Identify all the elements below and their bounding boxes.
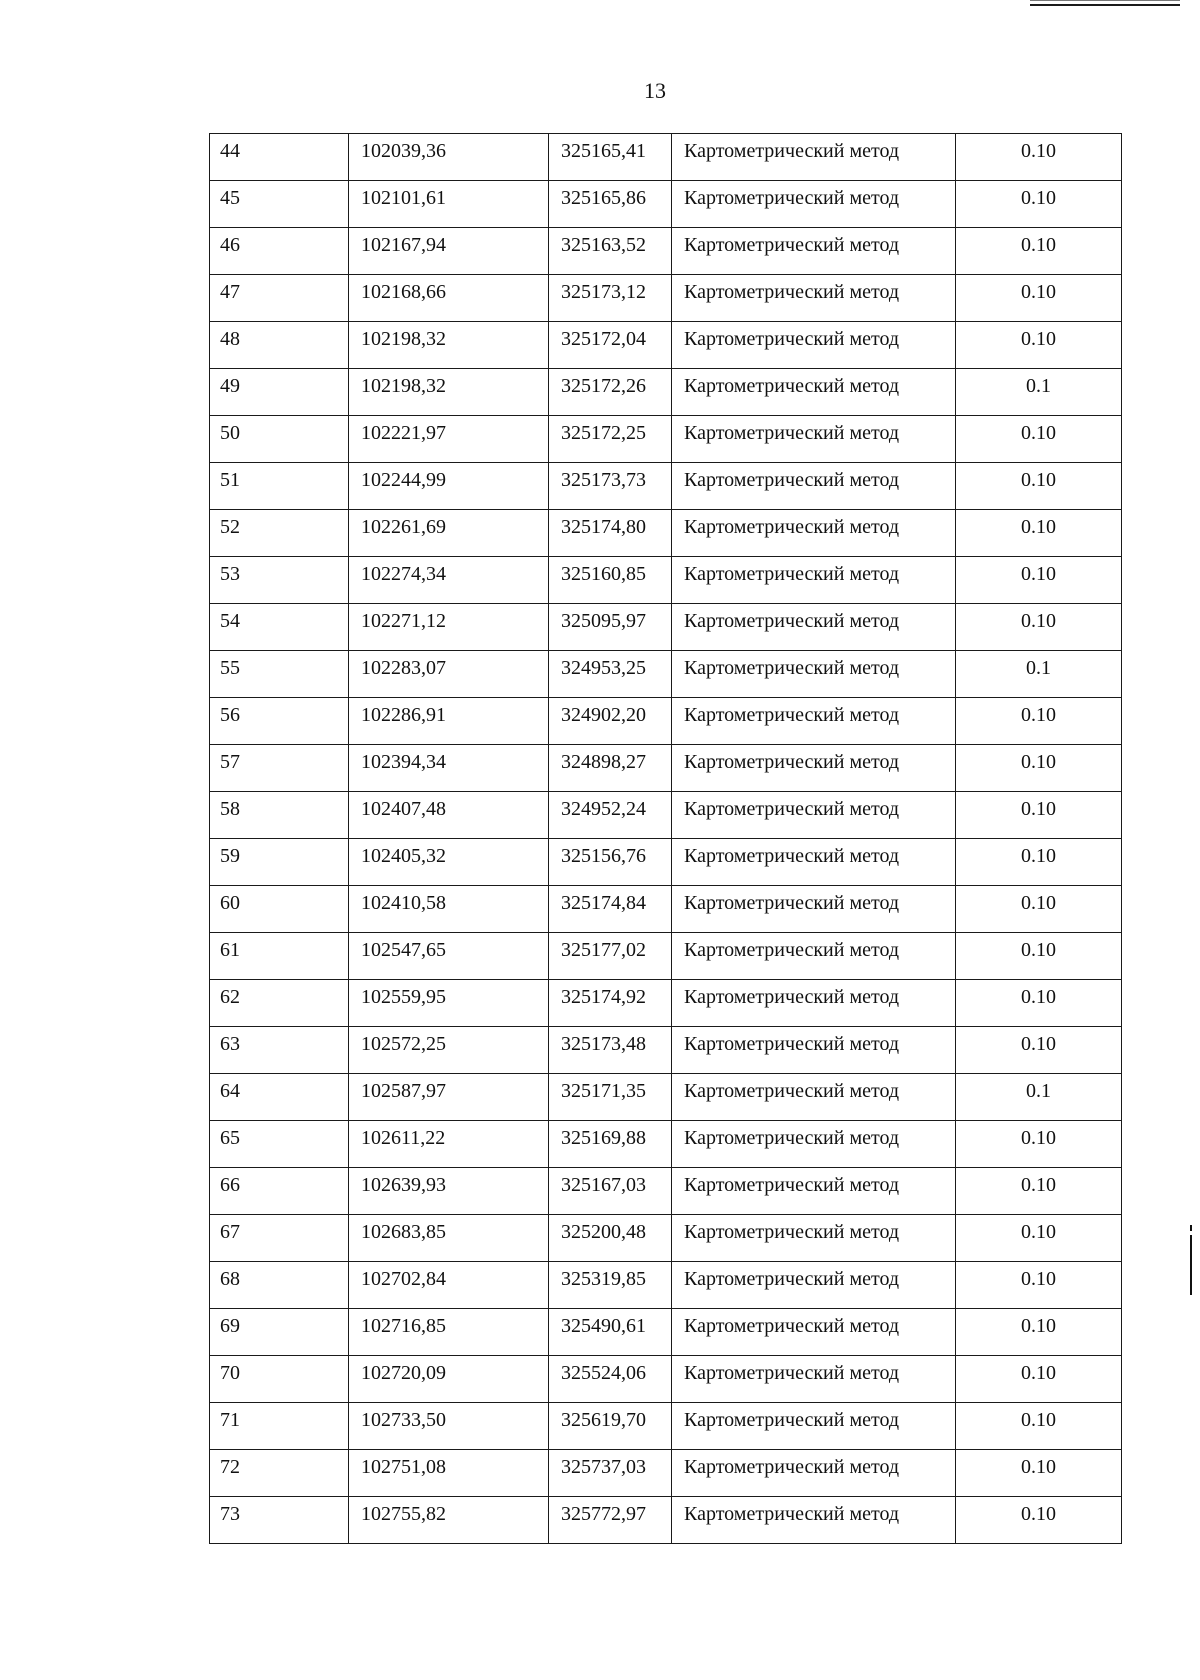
accuracy-cell: 0.10 [956, 510, 1122, 557]
point-number-cell: 55 [210, 651, 349, 698]
coordinates-table [209, 133, 1122, 1544]
method-cell: Картометрический метод [672, 1403, 956, 1450]
point-number-cell: 51 [210, 463, 349, 510]
accuracy-cell: 0.10 [956, 463, 1122, 510]
x-coordinate-cell: 102101,61 [349, 181, 549, 228]
x-coordinate-cell: 102755,82 [349, 1497, 549, 1544]
x-coordinate-cell: 102394,34 [349, 745, 549, 792]
x-coordinate-cell: 102639,93 [349, 1168, 549, 1215]
method-cell: Картометрический метод [672, 557, 956, 604]
accuracy-cell: 0.10 [956, 275, 1122, 322]
method-cell: Картометрический метод [672, 369, 956, 416]
accuracy-cell: 0.10 [956, 933, 1122, 980]
point-number-cell: 73 [210, 1497, 349, 1544]
y-coordinate-cell: 325171,35 [549, 1074, 672, 1121]
table-row [210, 698, 1122, 745]
table-row [210, 416, 1122, 463]
point-number-cell: 72 [210, 1450, 349, 1497]
table-row [210, 604, 1122, 651]
y-coordinate-cell: 325772,97 [549, 1497, 672, 1544]
point-number-cell: 57 [210, 745, 349, 792]
table-row [210, 1262, 1122, 1309]
y-coordinate-cell: 325319,85 [549, 1262, 672, 1309]
table-row [210, 1121, 1122, 1168]
y-coordinate-cell: 325160,85 [549, 557, 672, 604]
y-coordinate-cell: 325524,06 [549, 1356, 672, 1403]
x-coordinate-cell: 102716,85 [349, 1309, 549, 1356]
x-coordinate-cell: 102039,36 [349, 134, 549, 181]
x-coordinate-cell: 102611,22 [349, 1121, 549, 1168]
table-row [210, 651, 1122, 698]
x-coordinate-cell: 102547,65 [349, 933, 549, 980]
y-coordinate-cell: 325172,26 [549, 369, 672, 416]
y-coordinate-cell: 325174,92 [549, 980, 672, 1027]
point-number-cell: 59 [210, 839, 349, 886]
x-coordinate-cell: 102572,25 [349, 1027, 549, 1074]
y-coordinate-cell: 324898,27 [549, 745, 672, 792]
table-row [210, 275, 1122, 322]
x-coordinate-cell: 102221,97 [349, 416, 549, 463]
y-coordinate-cell: 325619,70 [549, 1403, 672, 1450]
point-number-cell: 50 [210, 416, 349, 463]
x-coordinate-cell: 102587,97 [349, 1074, 549, 1121]
coordinates-table-body [210, 134, 1122, 1544]
x-coordinate-cell: 102559,95 [349, 980, 549, 1027]
point-number-cell: 61 [210, 933, 349, 980]
table-row [210, 839, 1122, 886]
y-coordinate-cell: 325174,80 [549, 510, 672, 557]
method-cell: Картометрический метод [672, 698, 956, 745]
point-number-cell: 53 [210, 557, 349, 604]
accuracy-cell: 0.10 [956, 839, 1122, 886]
x-coordinate-cell: 102751,08 [349, 1450, 549, 1497]
x-coordinate-cell: 102702,84 [349, 1262, 549, 1309]
point-number-cell: 66 [210, 1168, 349, 1215]
table-row [210, 1356, 1122, 1403]
point-number-cell: 64 [210, 1074, 349, 1121]
y-coordinate-cell: 325095,97 [549, 604, 672, 651]
method-cell: Картометрический метод [672, 604, 956, 651]
method-cell: Картометрический метод [672, 980, 956, 1027]
point-number-cell: 52 [210, 510, 349, 557]
x-coordinate-cell: 102244,99 [349, 463, 549, 510]
point-number-cell: 65 [210, 1121, 349, 1168]
margin-mark [1190, 1235, 1192, 1295]
table-row [210, 228, 1122, 275]
y-coordinate-cell: 325165,86 [549, 181, 672, 228]
x-coordinate-cell: 102271,12 [349, 604, 549, 651]
accuracy-cell: 0.10 [956, 886, 1122, 933]
x-coordinate-cell: 102168,66 [349, 275, 549, 322]
method-cell: Картометрический метод [672, 416, 956, 463]
accuracy-cell: 0.10 [956, 792, 1122, 839]
table-row [210, 369, 1122, 416]
method-cell: Картометрический метод [672, 181, 956, 228]
method-cell: Картометрический метод [672, 228, 956, 275]
method-cell: Картометрический метод [672, 134, 956, 181]
method-cell: Картометрический метод [672, 1450, 956, 1497]
table-row [210, 1497, 1122, 1544]
y-coordinate-cell: 325737,03 [549, 1450, 672, 1497]
accuracy-cell: 0.10 [956, 1168, 1122, 1215]
accuracy-cell: 0.10 [956, 980, 1122, 1027]
accuracy-cell: 0.10 [956, 1262, 1122, 1309]
y-coordinate-cell: 325200,48 [549, 1215, 672, 1262]
x-coordinate-cell: 102286,91 [349, 698, 549, 745]
table-row [210, 134, 1122, 181]
method-cell: Картометрический метод [672, 1215, 956, 1262]
method-cell: Картометрический метод [672, 1356, 956, 1403]
x-coordinate-cell: 102283,07 [349, 651, 549, 698]
point-number-cell: 44 [210, 134, 349, 181]
accuracy-cell: 0.10 [956, 1497, 1122, 1544]
accuracy-cell: 0.10 [956, 1215, 1122, 1262]
x-coordinate-cell: 102198,32 [349, 369, 549, 416]
table-row [210, 1403, 1122, 1450]
y-coordinate-cell: 325169,88 [549, 1121, 672, 1168]
accuracy-cell: 0.10 [956, 1027, 1122, 1074]
accuracy-cell: 0.10 [956, 322, 1122, 369]
method-cell: Картометрический метод [672, 322, 956, 369]
method-cell: Картометрический метод [672, 1309, 956, 1356]
x-coordinate-cell: 102410,58 [349, 886, 549, 933]
y-coordinate-cell: 324953,25 [549, 651, 672, 698]
method-cell: Картометрический метод [672, 1168, 956, 1215]
y-coordinate-cell: 325173,48 [549, 1027, 672, 1074]
margin-mark [1190, 1225, 1192, 1231]
top-edge-rule [1030, 0, 1180, 6]
y-coordinate-cell: 325172,25 [549, 416, 672, 463]
point-number-cell: 69 [210, 1309, 349, 1356]
table-row [210, 886, 1122, 933]
y-coordinate-cell: 325173,12 [549, 275, 672, 322]
accuracy-cell: 0.10 [956, 181, 1122, 228]
point-number-cell: 47 [210, 275, 349, 322]
point-number-cell: 68 [210, 1262, 349, 1309]
accuracy-cell: 0.10 [956, 1309, 1122, 1356]
method-cell: Картометрический метод [672, 745, 956, 792]
method-cell: Картометрический метод [672, 510, 956, 557]
accuracy-cell: 0.10 [956, 416, 1122, 463]
accuracy-cell: 0.10 [956, 134, 1122, 181]
method-cell: Картометрический метод [672, 651, 956, 698]
accuracy-cell: 0.10 [956, 698, 1122, 745]
x-coordinate-cell: 102261,69 [349, 510, 549, 557]
method-cell: Картометрический метод [672, 1497, 956, 1544]
table-row [210, 792, 1122, 839]
method-cell: Картометрический метод [672, 886, 956, 933]
method-cell: Картометрический метод [672, 933, 956, 980]
table-row [210, 1027, 1122, 1074]
point-number-cell: 71 [210, 1403, 349, 1450]
x-coordinate-cell: 102274,34 [349, 557, 549, 604]
table-row [210, 1309, 1122, 1356]
y-coordinate-cell: 325177,02 [549, 933, 672, 980]
table-row [210, 181, 1122, 228]
y-coordinate-cell: 324902,20 [549, 698, 672, 745]
accuracy-cell: 0.1 [956, 369, 1122, 416]
table-row [210, 510, 1122, 557]
method-cell: Картометрический метод [672, 1262, 956, 1309]
accuracy-cell: 0.1 [956, 1074, 1122, 1121]
point-number-cell: 56 [210, 698, 349, 745]
accuracy-cell: 0.10 [956, 1356, 1122, 1403]
accuracy-cell: 0.10 [956, 745, 1122, 792]
point-number-cell: 46 [210, 228, 349, 275]
table-row [210, 557, 1122, 604]
y-coordinate-cell: 325156,76 [549, 839, 672, 886]
point-number-cell: 45 [210, 181, 349, 228]
method-cell: Картометрический метод [672, 1121, 956, 1168]
x-coordinate-cell: 102733,50 [349, 1403, 549, 1450]
point-number-cell: 54 [210, 604, 349, 651]
x-coordinate-cell: 102407,48 [349, 792, 549, 839]
x-coordinate-cell: 102720,09 [349, 1356, 549, 1403]
table-row [210, 980, 1122, 1027]
y-coordinate-cell: 325172,04 [549, 322, 672, 369]
accuracy-cell: 0.10 [956, 1121, 1122, 1168]
point-number-cell: 63 [210, 1027, 349, 1074]
y-coordinate-cell: 325173,73 [549, 463, 672, 510]
accuracy-cell: 0.1 [956, 651, 1122, 698]
x-coordinate-cell: 102198,32 [349, 322, 549, 369]
method-cell: Картометрический метод [672, 839, 956, 886]
table-row [210, 1450, 1122, 1497]
x-coordinate-cell: 102683,85 [349, 1215, 549, 1262]
y-coordinate-cell: 325165,41 [549, 134, 672, 181]
point-number-cell: 58 [210, 792, 349, 839]
y-coordinate-cell: 325167,03 [549, 1168, 672, 1215]
accuracy-cell: 0.10 [956, 557, 1122, 604]
method-cell: Картометрический метод [672, 792, 956, 839]
y-coordinate-cell: 324952,24 [549, 792, 672, 839]
y-coordinate-cell: 325490,61 [549, 1309, 672, 1356]
x-coordinate-cell: 102405,32 [349, 839, 549, 886]
method-cell: Картометрический метод [672, 1027, 956, 1074]
table-row [210, 745, 1122, 792]
method-cell: Картометрический метод [672, 1074, 956, 1121]
table-row [210, 1215, 1122, 1262]
y-coordinate-cell: 325174,84 [549, 886, 672, 933]
accuracy-cell: 0.10 [956, 604, 1122, 651]
table-row [210, 1074, 1122, 1121]
table-row [210, 933, 1122, 980]
accuracy-cell: 0.10 [956, 1450, 1122, 1497]
table-row [210, 1168, 1122, 1215]
point-number-cell: 60 [210, 886, 349, 933]
page-number: 13 [644, 78, 666, 103]
method-cell: Картометрический метод [672, 275, 956, 322]
point-number-cell: 70 [210, 1356, 349, 1403]
accuracy-cell: 0.10 [956, 1403, 1122, 1450]
x-coordinate-cell: 102167,94 [349, 228, 549, 275]
y-coordinate-cell: 325163,52 [549, 228, 672, 275]
table-row [210, 463, 1122, 510]
point-number-cell: 49 [210, 369, 349, 416]
point-number-cell: 67 [210, 1215, 349, 1262]
method-cell: Картометрический метод [672, 463, 956, 510]
point-number-cell: 62 [210, 980, 349, 1027]
accuracy-cell: 0.10 [956, 228, 1122, 275]
point-number-cell: 48 [210, 322, 349, 369]
table-row [210, 322, 1122, 369]
